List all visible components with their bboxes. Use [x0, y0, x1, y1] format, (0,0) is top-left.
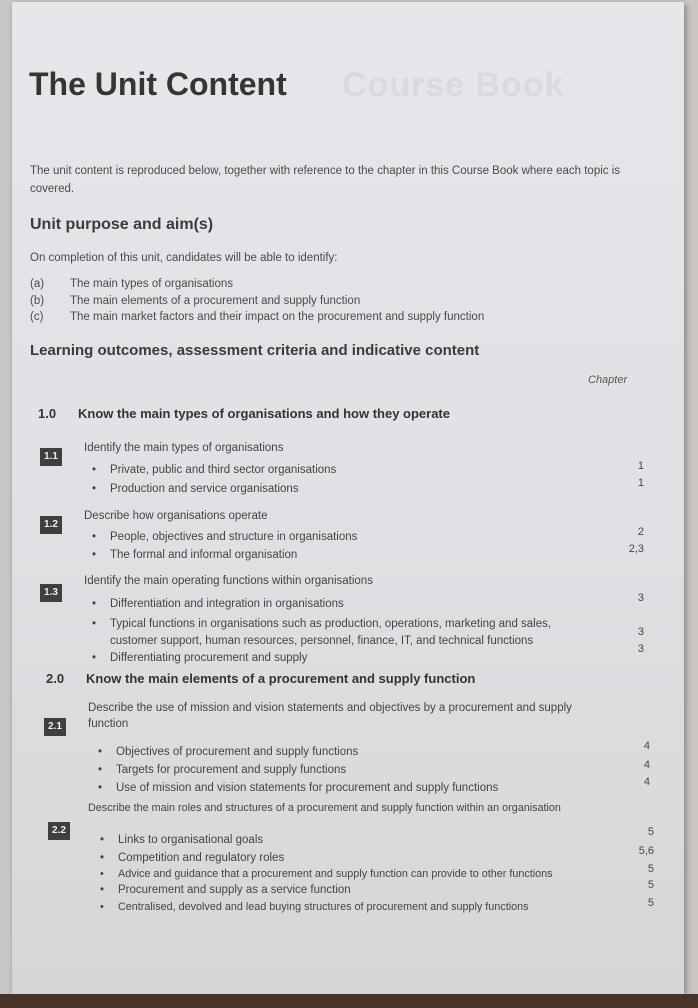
bullet-text: Centralised, devolved and lead buying structures of procurement and supply functions	[118, 901, 529, 913]
criterion-title: Describe how organisations operate	[84, 510, 268, 522]
bullet-item: • Advice and guidance that a procurement and supply function can provide to other functions	[100, 868, 553, 880]
chapter-ref: 2	[637, 526, 644, 538]
bullet-text: Differentiating procurement and supply	[110, 652, 308, 664]
bullet-text: Objectives of procurement and supply functions	[116, 746, 359, 758]
ghost-title: Course Book	[342, 66, 565, 104]
criterion-badge: 1.1	[40, 448, 62, 466]
chapter-ref: 4	[643, 776, 650, 788]
criterion-badge: 1.2	[40, 516, 62, 534]
criterion-badge: 2.2	[48, 822, 70, 840]
bullet-item: • Procurement and supply as a service function	[100, 884, 351, 896]
bullet-item: • Use of mission and vision statements for procurement and supply functions	[98, 782, 499, 794]
bullet-text: Typical functions in organisations such as production, operations, marketing and sales,	[110, 618, 552, 630]
bullet-text: People, objectives and structure in organisations	[110, 531, 358, 543]
chapter-ref: 5	[647, 863, 654, 875]
chapter-ref: 3	[637, 643, 644, 655]
aim-item	[30, 311, 484, 323]
bullet-item: • Typical functions in organisations such as production, operations, marketing and sales, customer support, human resources, personnel, finance, IT, and technical functions	[92, 616, 551, 650]
criterion-title: Identify the main types of organisations	[84, 442, 284, 454]
section-number: 2.0	[46, 671, 65, 686]
bullet-item: • Differentiating procurement and supply	[92, 652, 308, 664]
bullet-item: • Production and service organisations	[92, 483, 299, 495]
purpose-lead: On completion of this unit, candidates will be able to identify:	[30, 252, 338, 264]
bullet-item: • Private, public and third sector organisations	[92, 464, 337, 476]
bullet-text: Procurement and supply as a service function	[118, 884, 351, 896]
criterion-title-line: function	[88, 718, 129, 730]
aim-item	[30, 295, 360, 307]
aim-label: (b)	[30, 295, 45, 307]
bullet-item: • Centralised, devolved and lead buying structures of procurement and supply functions	[100, 901, 529, 913]
aim-text: The main elements of a procurement and supply function	[70, 295, 361, 307]
criterion-badge: 2.1	[44, 718, 66, 736]
aim-text: The main market factors and their impact on the procurement and supply function	[70, 311, 485, 323]
aim-item	[30, 278, 233, 290]
chapter-ref: 2,3	[628, 543, 644, 555]
chapter-ref: 4	[643, 740, 650, 752]
bullet-text: Competition and regulatory roles	[118, 852, 285, 864]
chapter-ref: 5,6	[638, 845, 654, 857]
purpose-heading: Unit purpose and aim(s)	[30, 216, 214, 233]
outcomes-heading: Learning outcomes, assessment criteria and indicative content	[30, 342, 480, 359]
bullet-text: Advice and guidance that a procurement and supply function can provide to other functions	[118, 868, 553, 880]
bullet-text: Private, public and third sector organisations	[110, 464, 337, 476]
criterion-title: Describe the main roles and structures of a procurement and supply function within an organisation	[88, 802, 561, 814]
bullet-text: The formal and informal organisation	[110, 549, 298, 561]
chapter-ref: 1	[637, 477, 644, 489]
chapter-ref: 4	[643, 759, 650, 771]
bullet-item: • Differentiation and integration in organisations	[92, 598, 344, 610]
section-number: 1.0	[38, 406, 57, 421]
aim-label: (a)	[30, 278, 45, 290]
aim-label: (c)	[30, 311, 44, 323]
chapter-ref: 5	[647, 826, 654, 838]
chapter-ref: 3	[637, 626, 644, 638]
chapter-ref: 1	[637, 460, 644, 472]
bullet-item: • People, objectives and structure in organisations	[92, 531, 358, 543]
criterion-badge: 1.3	[40, 584, 62, 602]
criterion-title: Identify the main operating functions within organisations	[84, 575, 373, 587]
bullet-text: Production and service organisations	[110, 483, 299, 495]
criterion-title-line: Describe the use of mission and vision statements and objectives by a procurement and supply	[88, 702, 572, 714]
section-title: Know the main elements of a procurement and supply function	[86, 671, 476, 686]
bullet-text: Targets for procurement and supply functions	[116, 764, 347, 776]
chapter-ref: 5	[647, 879, 654, 891]
bullet-item: • Competition and regulatory roles	[100, 852, 285, 864]
document-page	[12, 2, 684, 994]
section-heading	[46, 671, 475, 686]
chapter-ref: 3	[637, 592, 644, 604]
bullet-text: Links to organisational goals	[118, 834, 264, 846]
bullet-item: • Targets for procurement and supply functions	[98, 764, 347, 776]
table-surface	[0, 994, 698, 1008]
bullet-item: • Objectives of procurement and supply functions	[98, 746, 359, 758]
intro-paragraph: The unit content is reproduced below, together with reference to the chapter in this Course Book where each topic is covered.	[30, 165, 621, 195]
bullet-item: • The formal and informal organisation	[92, 549, 298, 561]
chapter-column-header: Chapter	[588, 374, 628, 386]
aim-text: The main types of organisations	[70, 278, 234, 290]
criterion-title	[88, 700, 628, 732]
bullet-item: • Links to organisational goals	[100, 834, 264, 846]
bullet-text-continued: customer support, human resources, personnel, finance, IT, and technical functions	[110, 635, 534, 647]
bullet-text: Use of mission and vision statements for procurement and supply functions	[116, 782, 499, 794]
section-heading	[38, 406, 450, 421]
bullet-text: Differentiation and integration in organisations	[110, 598, 344, 610]
page-title: The Unit Content	[29, 66, 287, 102]
section-title: Know the main types of organisations and how they operate	[78, 406, 450, 421]
chapter-ref: 5	[647, 897, 654, 909]
